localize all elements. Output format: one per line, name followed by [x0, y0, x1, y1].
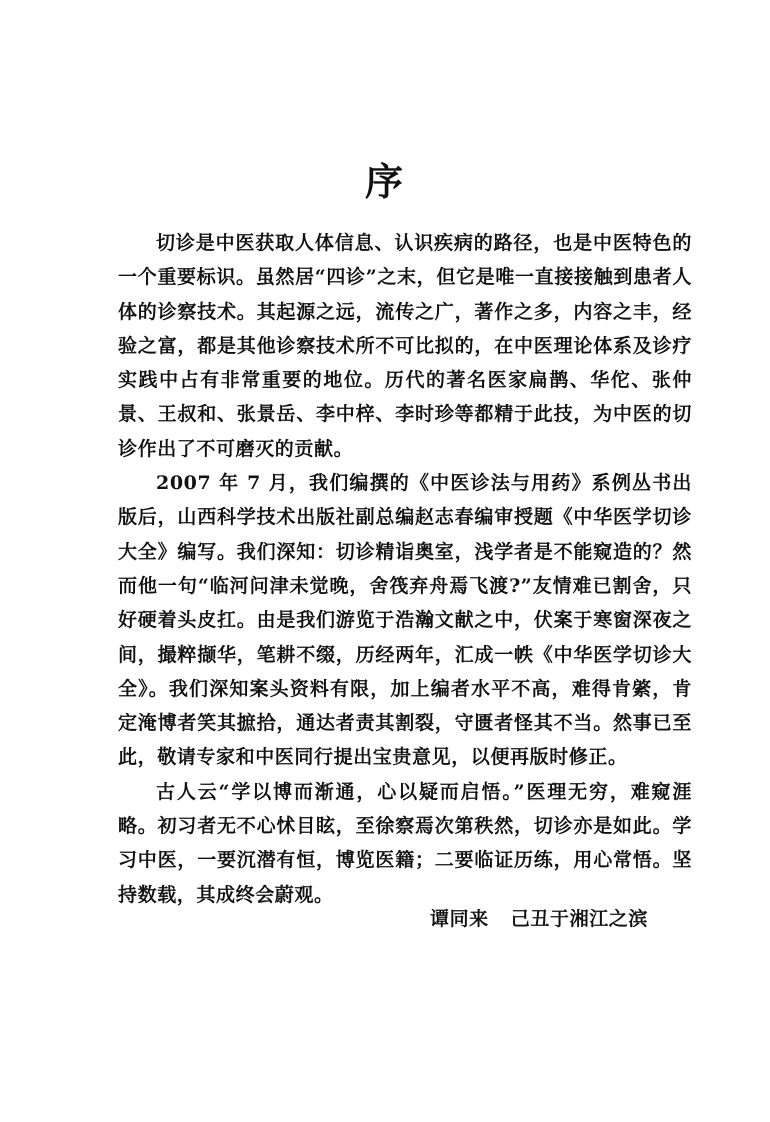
signature-author: 谭同来	[429, 908, 489, 930]
paragraph-1: 切诊是中医获取人体信息、认识疾病的路径，也是中医特色的一个重要标识。虽然居“四诊”之末，但它是唯一直接接触到患者人体的诊察技术。其起源之远，流传之广，著作之多，内容之丰，经验之富，都是其他诊察技术所不可比拟的，在中医理论体系及诊疗实践中占有非常重要的地位。历代的著名医家扁鹊、华佗、张仲景、王叔和、张景岳、李中梓、李时珍等都精于此技，为中医的切诊作出了不可磨灭的贡献。	[118, 232, 692, 460]
signature	[0, 902, 648, 936]
paragraph-2: 2007 年 7 月，我们编撰的《中医诊法与用药》系例丛书出版后，山西科学技术出版社副总编赵志春编审授题《中华医学切诊大全》编写。我们深知：切诊精诣奥室，浅学者是不能窥造的？然而他一句“临河问津未觉晚，舍筏弃舟焉飞渡?”友情难已割舍，只好硬着头皮扛。由是我们游览于浩瀚文献之中，伏案于寒窗深夜之间，撮粹撷华，笔耕不缀，历经两年，汇成一帙《中华医学切诊大全》。我们深知案头资料有限，加上编者水平不高，难得肯綮，肯定淹博者笑其摭拾，通达者责其割裂，守匮者怪其不当。然事已至此，敬请专家和中医同行提出宝贵意见，以便再版时修正。	[118, 472, 692, 769]
page-title: 序	[364, 159, 405, 204]
paragraph-3: 古人云“学以博而渐通，心以疑而启悟。”医理无穷，难窥涯略。初习者无不心怵目眩，至徐察焉次第秩然，切诊亦是如此。学习中医，一要沉潜有恒，博览医籍；二要临证历练，用心常悟。坚持数载，其成终会蔚观。	[118, 780, 692, 906]
signature-date-place: 己丑于湘江之滨	[510, 908, 648, 930]
preface-body	[118, 226, 692, 912]
